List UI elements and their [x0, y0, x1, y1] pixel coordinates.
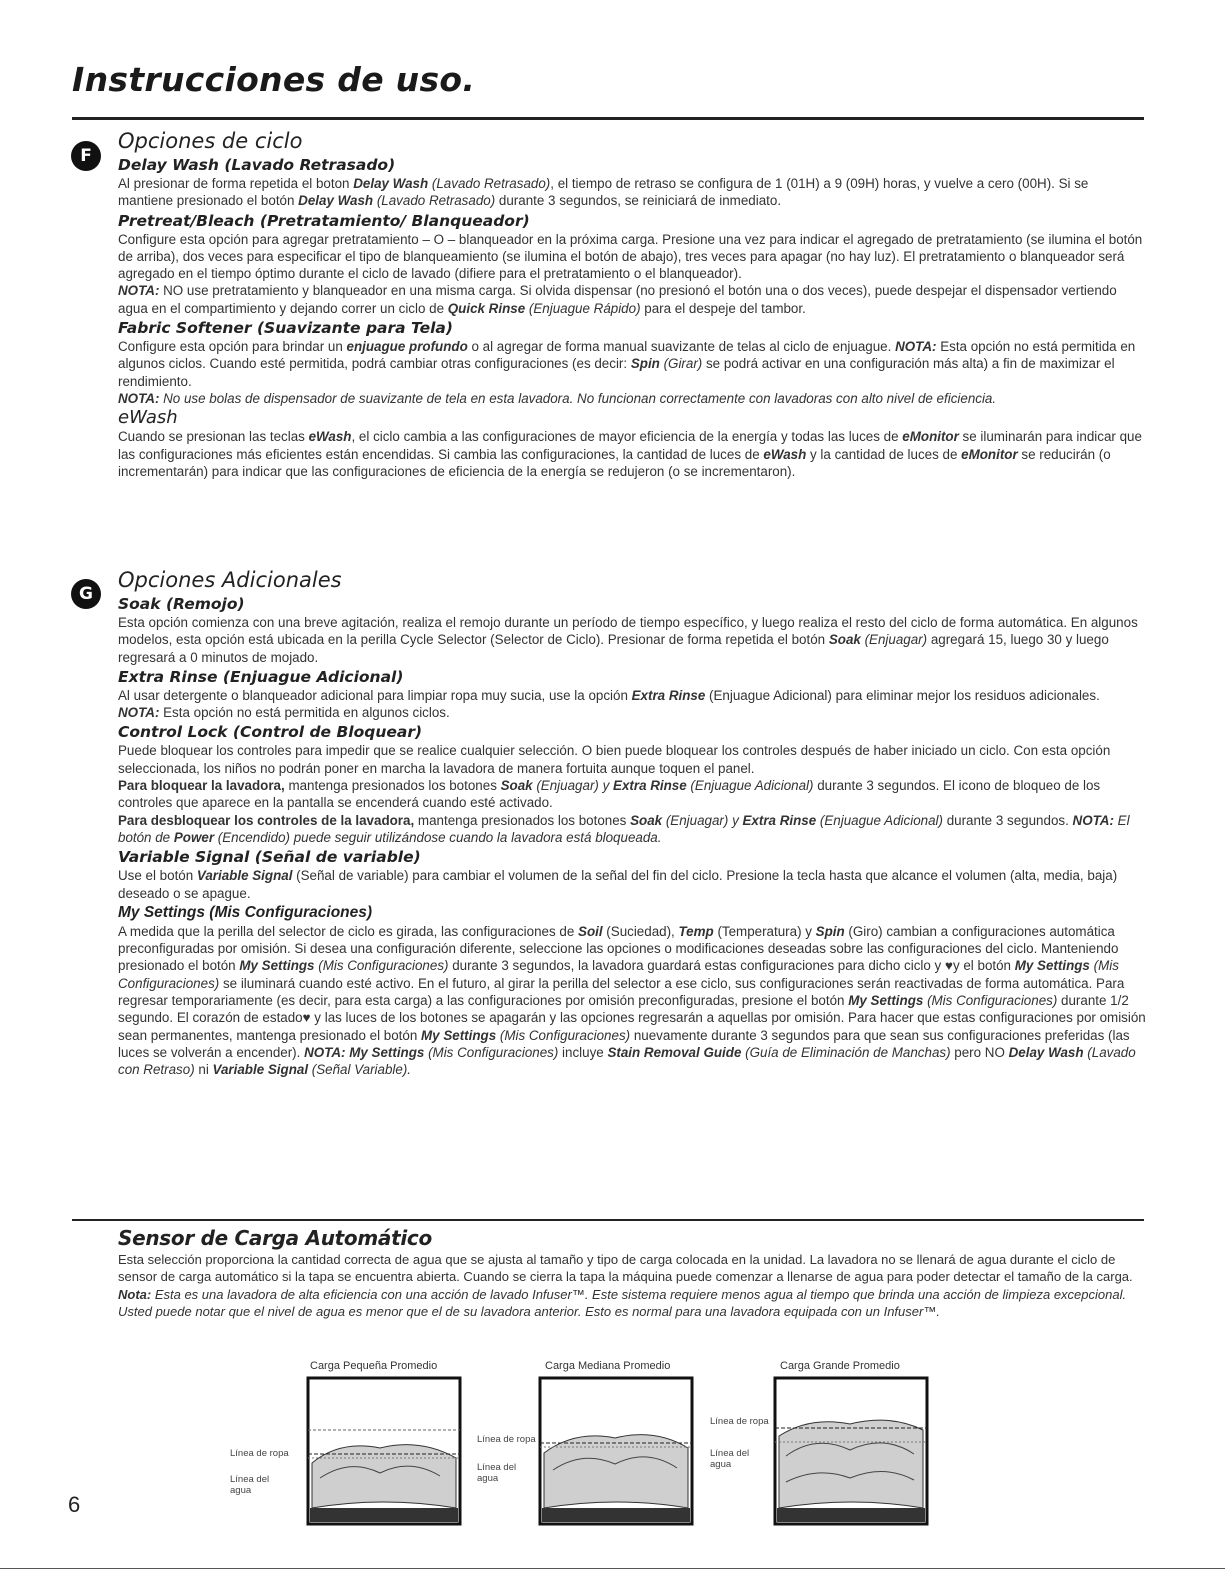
variable-signal-text: Use el botón Variable Signal (Señal de variable) para cambiar el volumen de la señal del fin del ciclo. Presione la tecla hasta que alcance el volumen (alta, media, baja) deseado o se apague. — [118, 868, 1118, 901]
softener-heading: Fabric Softener (Suavizante para Tela) — [118, 319, 453, 338]
water-line-label: Línea del — [230, 1474, 270, 1485]
bottom-rule — [0, 1568, 1225, 1569]
water-line-label-2: agua — [230, 1485, 252, 1496]
section-load-sensor — [118, 1225, 1146, 1320]
ewash-heading: eWash — [118, 407, 178, 429]
ewash-text: Cuando se presionan las teclas eWash, el ciclo cambia a las configuraciones de mayor eficiencia de la energía y todas las luces de eMonitor se iluminarán para indicar que las configuraciones más eficientes están encendidas. Si cambia las configuraciones, la cantidad de luces de eWash y la cantidad de luces de eMonitor se reducirán (o incrementarán) para indicar que las configuraciones de eficiencia de la energía se redujeron (o se incrementaron). — [118, 429, 1142, 479]
diagram-title: Carga Grande Promedio — [780, 1360, 900, 1372]
extra-rinse-text: Al usar detergente o blanqueador adicional para limpiar ropa muy sucia, use la opción Extra Rinse (Enjuague Adicional) para eliminar mejor los residuos adicionales. — [118, 687, 1100, 703]
water-line-label-2: agua — [710, 1459, 732, 1470]
softener-note: NOTA: No use bolas de dispensador de suavizante de tela en esta lavadora. No funcionan correctamente con lavadoras con alto nivel de eficiencia. — [118, 390, 997, 406]
load-sensor-heading: Sensor de Carga Automático — [118, 1226, 432, 1250]
delay-wash-text: Al presionar de forma repetida el boton Delay Wash (Lavado Retrasado), el tiempo de retraso se configura de 1 (01H) a 9 (09H) horas, y vuelve a cero (00H). Si se mantiene presionado el botón Delay Wash (Lavado Retrasado) durante 3 segundos, se reiniciará de inmediato. — [118, 176, 1089, 209]
soak-heading: Soak (Remojo) — [118, 595, 245, 613]
section-cycle-options — [118, 128, 1146, 480]
section-f-heading: Opciones de ciclo — [118, 129, 303, 153]
load-sensor-note: Nota: Esta es una lavadora de alta eficiencia con una acción de lavado Infuser™. Este sistema requiere menos agua al tiempo que brinda una acción de limpieza excepcional. Usted puede notar que el nivel de agua es menor que el de su lavadora anterior. Esto es normal para una lavadora equipada con un Infuser™. — [118, 1286, 1127, 1319]
washer-tub-illustration — [700, 1358, 1030, 1528]
page-number: 6 — [68, 1492, 81, 1517]
my-settings-heading: My Settings (Mis Configuraciones) — [118, 903, 373, 921]
diagram-title: Carga Mediana Promedio — [545, 1360, 671, 1372]
unlock-instructions: Para desbloquear los controles de la lavadora, mantenga presionados los botones Soak (Enjuagar) y Extra Rinse (Enjuague Adicional) durante 3 segundos. NOTA: El botón de Power (Encendido) puede seguir utilizándose cuando la lavadora está bloqueada. — [118, 812, 1130, 845]
clothes-line-label: Línea de ropa — [710, 1416, 769, 1427]
pretreat-note: NOTA: NO use pretratamiento y blanqueador en una misma carga. Si olvida dispensar (no presionó el botón una o dos veces), puede despejar el dispensador vertiendo agua en el compartimiento y dejando correr un ciclo de Quick Rinse (Enjuague Rápido) para el despeje del tambor. — [118, 283, 1117, 316]
soak-text: Esta opción comienza con una breve agitación, realiza el remojo durante un período de tiempo específico, y luego realiza el resto del ciclo de forma automática. En algunos modelos, esta opción está ubicada en la perilla Cycle Selector (Selector de Ciclo). Presionar de forma repetida el botón Soak (Enjuagar) agregará 15, luego 30 y luego regresará a 0 minutos de mojado. — [118, 615, 1138, 665]
heart-icon: ♥ — [944, 958, 953, 974]
section-g-badge: G — [71, 579, 101, 609]
clothes-line-label: Línea de ropa — [477, 1434, 536, 1445]
page-title: Instrucciones de uso. — [72, 60, 476, 99]
diagram-large-load — [700, 1358, 1030, 1528]
softener-text: Configure esta opción para brindar un enjuague profundo o al agregar de forma manual suavizante de telas al ciclo de enjuague. NOTA: Esta opción no está permitida en algunos ciclos. Cuando esté permitida, podrá cambiar otras configuraciones (es decir: Spin (Girar) se podrá activar en una configuración más alta) a fin de maximizar el rendimiento. — [118, 339, 1136, 389]
pretreat-heading: Pretreat/Bleach (Pretratamiento/ Blanqueador) — [118, 211, 530, 230]
load-sensor-text: Esta selección proporciona la cantidad correcta de agua que se ajusta al tamaño y tipo de carga colocada en la unidad. La lavadora no se llenará de agua durante el ciclo de sensor de carga automático si la tapa se encuentra abierta. Cuando se cierra la tapa la máquina puede comenzar a llenarse de agua para poder detectar el tamaño de la carga. — [118, 1252, 1133, 1285]
section-divider — [72, 1219, 1144, 1221]
diagram-title: Carga Pequeña Promedio — [310, 1360, 438, 1372]
clothes-line-label: Línea de ropa — [230, 1448, 289, 1459]
heart-icon: ♥ — [302, 1010, 311, 1026]
my-settings-text: A medida que la perilla del selector de ciclo es girada, las configuraciones de Soil (Suciedad), Temp (Temperatura) y Spin (Giro) cambian a configuraciones automática preconfiguradas por omisión. Si desea una configuración diferente, seleccione las opciones o modificaciones deseadas sobre las configuraciones del ciclo. Manteniendo presionado el botón My Settings (Mis Configuraciones) durante 3 segundos, la lavadora guardará estas configuraciones para dicho ciclo y ♥y el botón My Settings (Mis Configuraciones) se iluminará cuando esté activo. En el futuro, al girar la perilla del selector a ese ciclo, sus configuraciones serán reactivadas de forma automática. Para regresar temporariamente (es decir, para esta carga) a las configuraciones por omisión preconfiguradas, presione el botón My Settings (Mis Configuraciones) durante 1/2 segundo. El corazón de estado♥ y las luces de los botones se apagarán y las opciones regresarán a aquellas por omisión. Para hacer que estas configuraciones por omisión sean permanentes, mantenga presionado el botón My Settings (Mis Configuraciones) nuevamente durante 3 segundos para que sean sus configuraciones preferidas (las luces se volverán a encender). NOTA: My Settings (Mis Configuraciones) incluye Stain Removal Guide (Guía de Eliminación de Manchas) pero NO Delay Wash (Lavado con Retraso) ni Variable Signal (Señal Variable). — [118, 923, 1146, 1078]
section-f-badge: F — [71, 141, 101, 171]
top-rule — [72, 117, 1144, 120]
lock-instructions: Para bloquear la lavadora, mantenga presionados los botones Soak (Enjuagar) y Extra Rinse (Enjuague Adicional) durante 3 segundos. El icono de bloqueo de los controles que aparece en la pantalla se encenderá cuando esté activado. — [118, 778, 1101, 811]
control-lock-heading: Control Lock (Control de Bloquear) — [118, 723, 423, 742]
water-line-label: Línea del — [477, 1462, 517, 1473]
delay-wash-heading: Delay Wash (Lavado Retrasado) — [118, 156, 396, 174]
section-g-heading: Opciones Adicionales — [118, 568, 342, 592]
water-line-label-2: agua — [477, 1473, 499, 1484]
control-lock-text: Puede bloquear los controles para impedir que se realice cualquier selección. O bien puede bloquear los controles después de haber iniciado un ciclo. Con esta opción seleccionada, los niños no podrán poner en marcha la lavadora de manera fortuita aunque toquen el panel. — [118, 743, 1111, 776]
pretreat-text: Configure esta opción para agregar pretratamiento – O – blanqueador en la próxima carga. Presione una vez para indicar el agregado de pretratamiento (se ilumina el botón de arriba), dos veces para especificar el tipo de blanqueamiento (se ilumina el botón de abajo), tres veces para apagar (no hay luz). El pretratamiento o blanqueador será agregado en el tiempo óptimo durante el ciclo de lavado (difiere para el pretratamiento o el blanqueador). — [118, 231, 1143, 282]
section-additional-options — [118, 567, 1146, 1079]
extra-rinse-note: NOTA: Esta opción no está permitida en algunos ciclos. — [118, 705, 450, 721]
variable-signal-heading: Variable Signal (Señal de variable) — [118, 848, 421, 867]
water-line-label: Línea del — [710, 1448, 750, 1459]
extra-rinse-heading: Extra Rinse (Enjuague Adicional) — [118, 667, 404, 686]
